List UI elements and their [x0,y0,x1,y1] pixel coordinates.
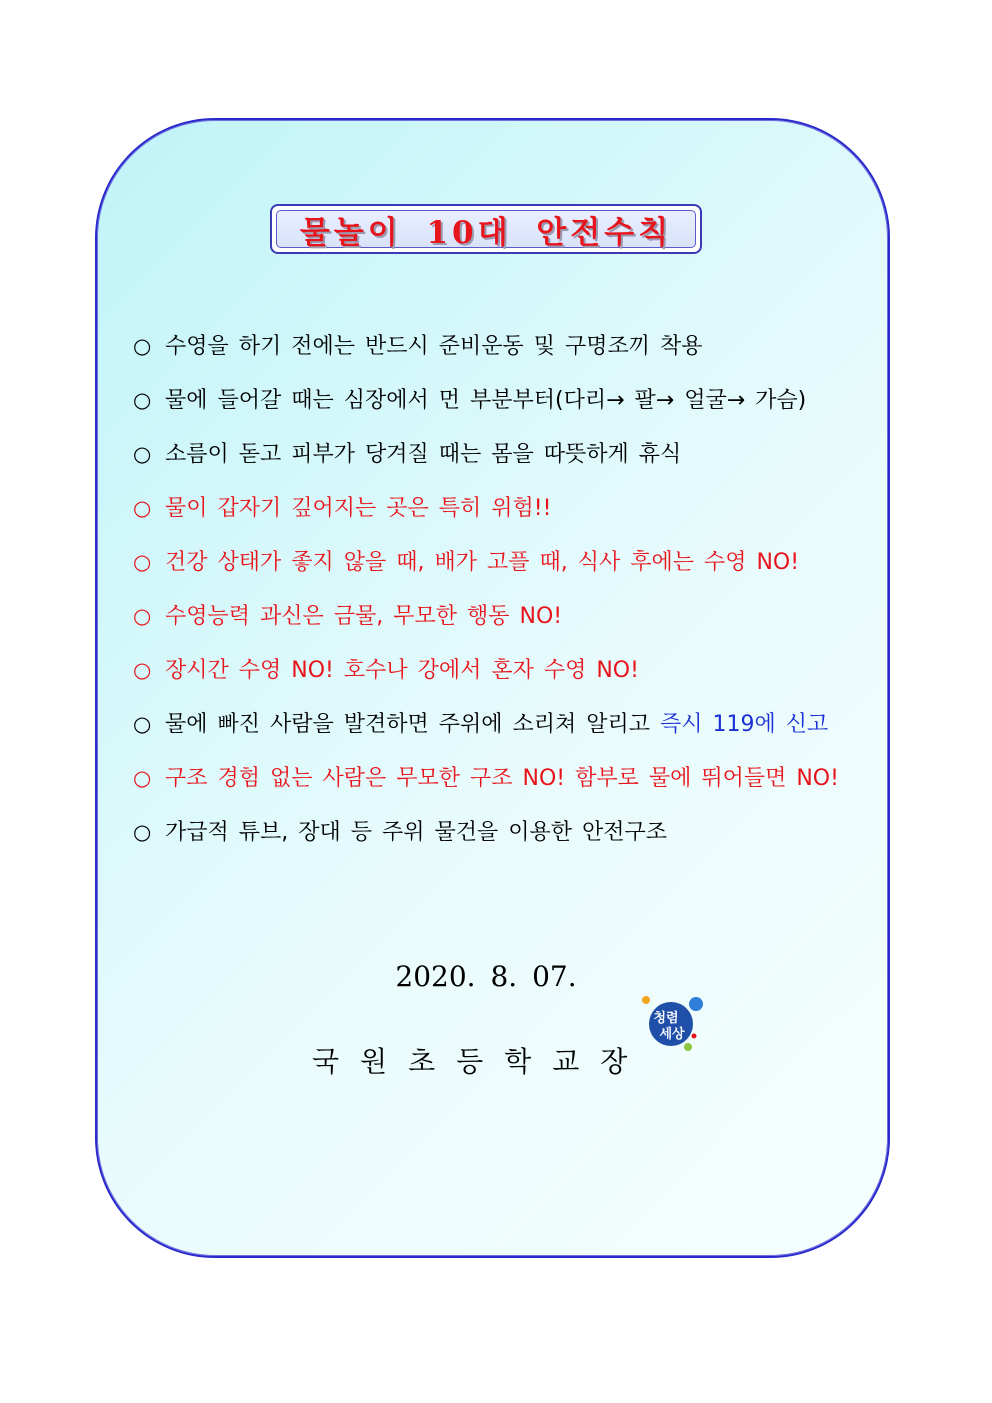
rule-text: 물이 갑자기 깊어지는 곳은 특히 위험!! [165,496,552,521]
bullet-icon: ○ [133,496,152,520]
rule-text: 소름이 돋고 피부가 당겨질 때는 몸을 따뜻하게 휴식 [165,442,682,467]
rule-item [133,488,873,542]
rule-item [133,704,873,758]
rule-item [133,596,873,650]
bullet-icon: ○ [133,388,152,412]
rule-item [133,812,873,866]
rule-text: 수영을 하기 전에는 반드시 준비운동 및 구명조끼 착용 [165,334,703,359]
rule-item [133,380,873,434]
logo-text-line1: 청렴 [653,1011,679,1026]
rule-item [133,758,873,812]
bullet-icon: ○ [133,712,152,736]
bullet-icon: ○ [133,766,152,790]
rule-text: 건강 상태가 좋지 않을 때, 배가 고플 때, 식사 후에는 수영 NO! [165,550,800,575]
rule-text: 가급적 튜브, 장대 등 주위 물건을 이용한 안전구조 [165,820,667,845]
rule-item [133,542,873,596]
rule-text: 수영능력 과신은 금물, 무모한 행동 NO! [165,604,563,629]
principal-signature: 국원초등학교장 [312,1045,649,1078]
rule-highlight: 즉시 119에 신고 [660,712,829,737]
cheonggyeong-sesang-logo-icon [636,992,710,1054]
rule-item [133,650,873,704]
rule-text: 장시간 수영 NO! 호수나 강에서 혼자 수영 NO! [165,658,639,683]
bullet-icon: ○ [133,820,152,844]
rule-text: 물에 빠진 사람을 발견하면 주위에 소리쳐 알리고 [165,712,660,737]
title-inner [276,210,696,251]
rule-item [133,434,873,488]
page-title: 물놀이 10대 안전수칙 [299,214,673,251]
bullet-icon: ○ [133,334,152,358]
bullet-icon: ○ [133,658,152,682]
issue-date: 2020. 8. 07. [395,960,577,993]
rule-text: 물에 들어갈 때는 심장에서 먼 부분부터(다리→ 팔→ 얼굴→ 가슴) [165,388,807,413]
bullet-icon: ○ [133,442,152,466]
rule-item [133,326,873,380]
title-box [270,204,702,254]
logo-text-line2: 세상 [659,1027,685,1042]
safety-rules-list [133,326,873,866]
bullet-icon: ○ [133,604,152,628]
bullet-icon: ○ [133,550,152,574]
rule-text: 구조 경험 없는 사람은 무모한 구조 NO! 함부로 물에 뛰어들면 NO! [165,766,839,791]
